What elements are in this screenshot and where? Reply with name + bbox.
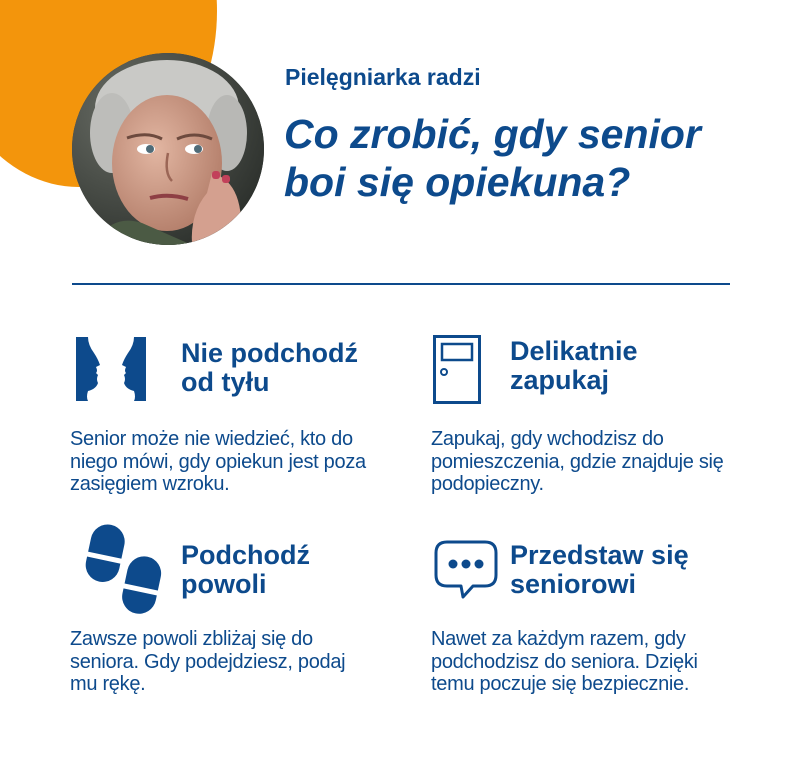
tip-text-line: zasięgiem wzroku. — [70, 473, 230, 495]
tip-title — [510, 541, 770, 599]
tip-title-line: Nie podchodź — [181, 338, 358, 368]
tip-text-line: mu rękę. — [70, 673, 146, 695]
tip-description — [70, 428, 366, 496]
tip-text-line: temu poczuje się bezpiecznie. — [431, 673, 690, 695]
tip-text-line: seniora. Gdy podejdziesz, podaj — [70, 650, 346, 673]
tip-title-line: zapukaj — [510, 365, 610, 395]
speech-bubble-icon — [433, 540, 499, 600]
tip-description — [431, 628, 698, 696]
tip-title — [181, 541, 411, 599]
footprints-icon — [84, 522, 162, 618]
tip-text-line: Nawet za każdym razem, gdy — [431, 628, 686, 650]
door-icon — [433, 335, 481, 405]
tip-text-line: podopieczny. — [431, 473, 544, 495]
tip-title-line: Przedstaw się — [510, 540, 689, 570]
tip-title-line: powoli — [181, 569, 267, 599]
tip-text-line: podchodzisz do seniora. Dzięki — [431, 650, 698, 673]
senior-woman-photo — [72, 53, 264, 245]
tip-title-line: seniorowi — [510, 569, 637, 599]
tip-title-line: od tyłu — [181, 367, 270, 397]
tip-text-line: pomieszczenia, gdzie znajduje się — [431, 450, 724, 473]
tip-title-line: Delikatnie — [510, 336, 638, 366]
headline-line-1: Co zrobić, gdy senior — [284, 111, 701, 157]
tip-title — [510, 337, 740, 395]
tip-title — [181, 339, 411, 397]
page-title — [284, 110, 774, 206]
headline-line-2: boi się opiekuna? — [284, 159, 631, 205]
header-divider — [72, 283, 730, 285]
faces-profile-icon — [74, 335, 148, 403]
tip-text-line: niego mówi, gdy opiekun jest poza — [70, 450, 366, 473]
tip-description — [431, 428, 724, 496]
kicker-text: Pielęgniarka radzi — [285, 64, 481, 90]
tip-text-line: Senior może nie wiedzieć, kto do — [70, 428, 353, 450]
tip-description — [70, 628, 345, 696]
tip-text-line: Zapukaj, gdy wchodzisz do — [431, 428, 664, 450]
tip-text-line: Zawsze powoli zbliżaj się do — [70, 628, 313, 650]
tip-title-line: Podchodź — [181, 540, 310, 570]
